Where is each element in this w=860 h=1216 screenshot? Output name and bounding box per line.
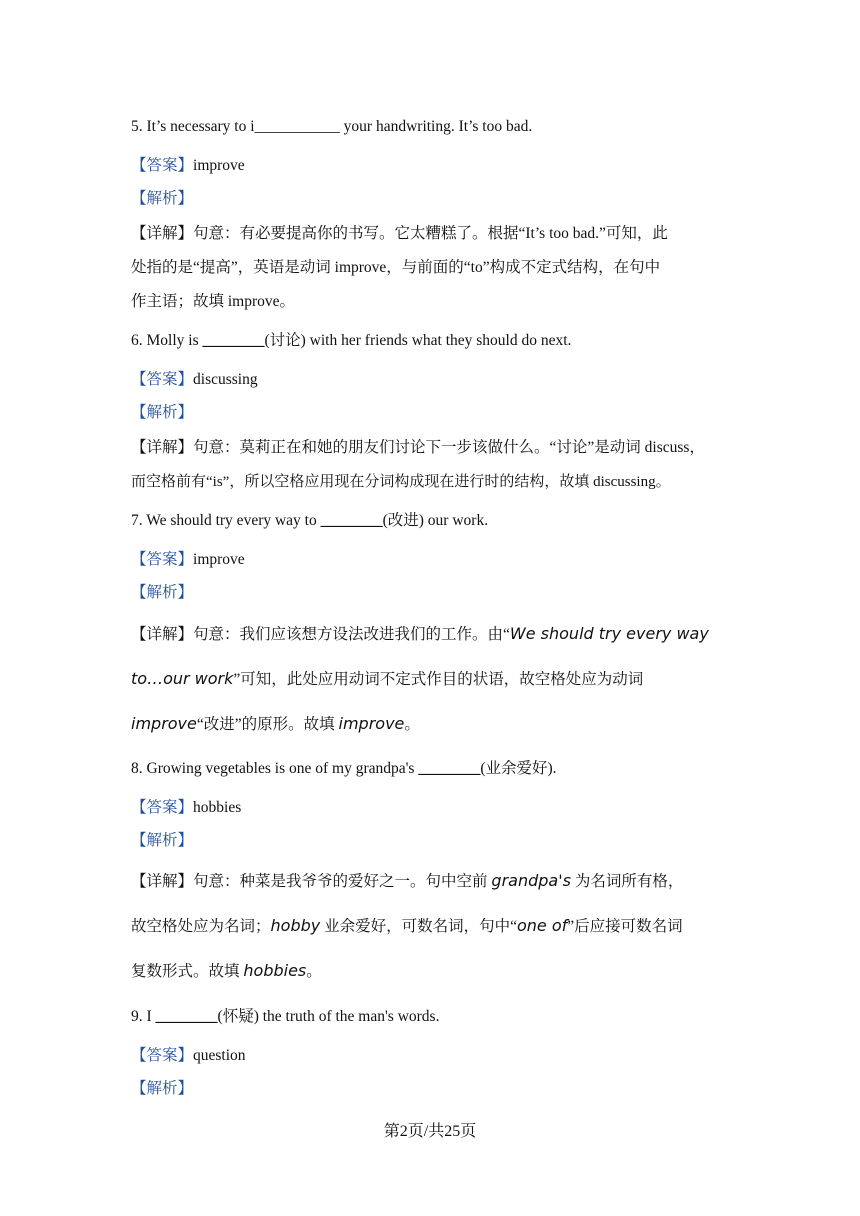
answer-text: hobbies xyxy=(193,799,242,816)
blank: i___________ xyxy=(250,118,340,135)
analysis-tag: 【解析】 xyxy=(131,832,194,849)
analysis-tag: 【解析】 xyxy=(131,584,194,601)
question-text: your handwriting. It’s too bad. xyxy=(339,118,533,135)
question-5: 5. It’s necessary to i___________ your handwriting. It’s too bad. xyxy=(131,118,533,135)
detail-5-line2: 处指的是“提高”，英语是动词 improve，与前面的“to”构成不定式结构，在句中 xyxy=(131,259,661,276)
detail-tag: 【详解】 xyxy=(131,225,194,242)
answer-5 xyxy=(131,156,245,176)
detail-tag: 【详解】 xyxy=(131,439,194,456)
answer-tag: 【答案】 xyxy=(131,1047,194,1064)
blank: ________ xyxy=(202,332,265,349)
detail-7-line2: to…our work”可知，此处应用动词不定式作目的状语，故空格处应为动词 xyxy=(131,669,644,688)
detail-7-line3: improve“改进”的原形。故填 improve。 xyxy=(131,714,420,733)
blank: ________ xyxy=(320,512,383,529)
answer-9 xyxy=(131,1046,246,1066)
answer-text: question xyxy=(193,1047,246,1064)
analysis-tag: 【解析】 xyxy=(131,404,194,421)
answer-7 xyxy=(131,550,245,570)
blank: ________ xyxy=(155,1008,218,1025)
answer-text: improve xyxy=(193,157,245,174)
analysis-tag: 【解析】 xyxy=(131,190,194,207)
page-total: 25 xyxy=(444,1123,461,1140)
question-text: It’s necessary to xyxy=(146,118,251,135)
question-6: 6. Molly is ________(讨论) with her friends what they should do next. xyxy=(131,332,572,349)
question-number: 5 xyxy=(131,118,139,135)
detail-8-line2: 故空格处应为名词；hobby 业余爱好，可数名词，句中“one of”后应接可数名词 xyxy=(131,916,683,935)
answer-6 xyxy=(131,370,258,390)
detail-6-line1: 【详解】句意：莫莉正在和她的朋友们讨论下一步该做什么。“讨论”是动词 discuss， xyxy=(131,439,705,456)
answer-text: improve xyxy=(193,551,245,568)
detail-tag: 【详解】 xyxy=(131,873,194,890)
answer-text: discussing xyxy=(193,371,258,388)
question-7: 7. We should try every way to ________(改进) our work. xyxy=(131,512,489,529)
detail-5-line3: 作主语；故填 improve。 xyxy=(131,293,296,310)
detail-7-line1: 【详解】句意：我们应该想方设法改进我们的工作。由“We should try every way xyxy=(131,624,709,643)
detail-8-line3: 复数形式。故填 hobbies。 xyxy=(131,961,322,980)
detail-6-line2: 而空格前有“is”，所以空格应用现在分词构成现在进行时的结构，故填 discussing。 xyxy=(131,474,671,490)
question-number: 7 xyxy=(131,512,139,529)
question-number: 6 xyxy=(131,332,139,349)
question-text: Molly is xyxy=(146,332,203,349)
analysis-tag: 【解析】 xyxy=(131,1080,194,1097)
question-text: Growing vegetables is one of my grandpa's xyxy=(146,760,419,777)
answer-tag: 【答案】 xyxy=(131,371,194,388)
question-text: (改进) our work. xyxy=(382,512,489,529)
question-8: 8. Growing vegetables is one of my grandpa's ________(业余爱好). xyxy=(131,760,557,777)
answer-8 xyxy=(131,798,241,818)
question-text: (业余爱好). xyxy=(480,760,557,777)
answer-tag: 【答案】 xyxy=(131,799,194,816)
question-number: 9 xyxy=(131,1008,139,1025)
question-text: (怀疑) the truth of the man's words. xyxy=(217,1008,440,1025)
page-footer: 第2页/共25页 xyxy=(383,1123,477,1140)
question-number: 8 xyxy=(131,760,139,777)
detail-5-line1: 【详解】句意：有必要提高你的书写。它太糟糕了。根据“It’s too bad.”可知，此 xyxy=(131,225,668,242)
answer-tag: 【答案】 xyxy=(131,157,194,174)
answer-tag: 【答案】 xyxy=(131,551,194,568)
page-number: 2 xyxy=(399,1123,408,1140)
question-text: We should try every way to xyxy=(146,512,321,529)
question-9: 9. I ________(怀疑) the truth of the man's words. xyxy=(131,1008,440,1025)
blank: ________ xyxy=(418,760,481,777)
detail-tag: 【详解】 xyxy=(131,626,194,643)
question-text: I xyxy=(146,1008,156,1025)
detail-8-line1: 【详解】句意：种菜是我爷爷的爱好之一。句中空前 grandpa's 为名词所有格， xyxy=(131,871,684,890)
question-text: (讨论) with her friends what they should do next. xyxy=(264,332,572,349)
